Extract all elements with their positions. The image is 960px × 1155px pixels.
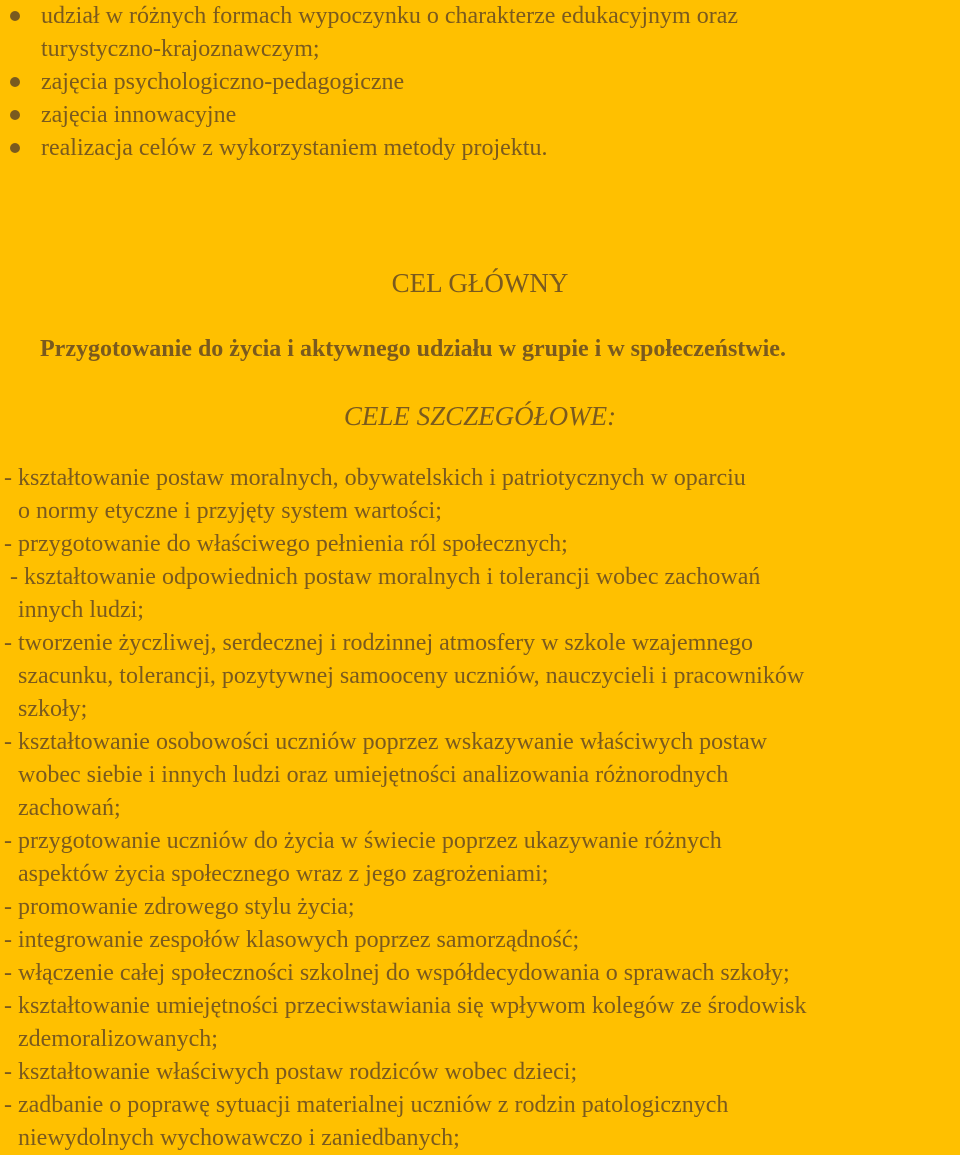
goal-item: [0, 1056, 960, 1089]
goal-line: szkoły;: [18, 696, 88, 722]
goal-line: o normy etyczne i przyjęty system wartości;: [18, 498, 442, 524]
goal-item: [0, 957, 960, 990]
goal-line: zachowań;: [18, 795, 121, 821]
goal-line: niewydolnych wychowawczo i zaniedbanych;: [18, 1125, 460, 1151]
detailed-goals-heading: CELE SZCZEGÓŁOWE:: [343, 401, 617, 431]
goal-line: - włączenie całej społeczności szkolnej do współdecydowania o sprawach szkoły;: [4, 960, 790, 986]
bullet-text: turystyczno-krajoznawczym;: [41, 36, 320, 62]
goal-item: [0, 891, 960, 924]
goal-line: - tworzenie życzliwej, serdecznej i rodzinnej atmosfery w szkole wzajemnego: [4, 630, 754, 656]
goal-line: aspektów życia społecznego wraz z jego zagrożeniami;: [18, 861, 549, 887]
bullet-text: zajęcia psychologiczno-pedagogiczne: [41, 69, 405, 95]
bullet-item: [0, 99, 940, 132]
bullet-text: zajęcia innowacyjne: [41, 102, 237, 128]
goal-line: - kształtowanie odpowiednich postaw moralnych i tolerancji wobec zachowań: [10, 564, 761, 590]
bullet-item: [0, 66, 940, 99]
main-goal-text: Przygotowanie do życia i aktywnego udziału w grupie i w społeczeństwie.: [40, 336, 786, 362]
bullet-list: [0, 0, 940, 165]
goal-line: wobec siebie i innych ludzi oraz umiejętności analizowania różnorodnych: [18, 762, 729, 788]
goal-item: [0, 1089, 960, 1155]
goal-line: zdemoralizowanych;: [18, 1026, 218, 1052]
goal-line: innych ludzi;: [18, 597, 144, 623]
goal-item: [0, 561, 960, 627]
goal-line: - integrowanie zespołów klasowych poprzez samorządność;: [4, 927, 580, 953]
goal-line: - kształtowanie osobowości uczniów poprzez wskazywanie właściwych postaw: [4, 729, 768, 755]
bullet-dot-icon: [10, 77, 20, 87]
goal-line: - promowanie zdrowego stylu życia;: [4, 894, 355, 920]
goal-line: - zadbanie o poprawę sytuacji materialnej uczniów z rodzin patologicznych: [4, 1092, 729, 1118]
goal-line: - kształtowanie umiejętności przeciwstawiania się wpływom kolegów ze środowisk: [4, 993, 807, 1019]
goal-line: - kształtowanie właściwych postaw rodziców wobec dzieci;: [4, 1059, 578, 1085]
bullet-dot-icon: [10, 11, 20, 21]
bullet-item: [0, 132, 940, 165]
main-goal-heading: CEL GŁÓWNY: [391, 268, 569, 298]
goal-item: [0, 462, 960, 528]
goal-item: [0, 990, 960, 1056]
goal-item: [0, 924, 960, 957]
goal-line: szacunku, tolerancji, pozytywnej samooceny uczniów, nauczycieli i pracowników: [18, 663, 805, 689]
goal-line: - kształtowanie postaw moralnych, obywatelskich i patriotycznych w oparciu: [4, 465, 746, 491]
detailed-goals-list: [0, 462, 960, 1155]
goal-item: [0, 825, 960, 891]
bullet-text: realizacja celów z wykorzystaniem metody projektu.: [41, 135, 548, 161]
goal-item: [0, 627, 960, 726]
bullet-dot-icon: [10, 110, 20, 120]
goal-line: - przygotowanie uczniów do życia w świecie poprzez ukazywanie różnych: [4, 828, 722, 854]
bullet-dot-icon: [10, 143, 20, 153]
bullet-text: udział w różnych formach wypoczynku o charakterze edukacyjnym oraz: [41, 3, 739, 29]
goal-line: - przygotowanie do właściwego pełnienia ról społecznych;: [4, 531, 568, 557]
bullet-item: [0, 0, 940, 66]
goal-item: [0, 528, 960, 561]
goal-item: [0, 726, 960, 825]
